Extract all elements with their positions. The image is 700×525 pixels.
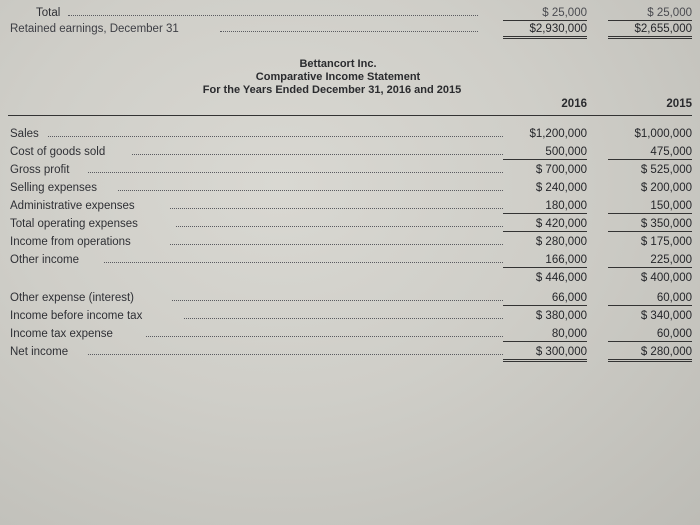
dot-leader xyxy=(68,15,478,16)
value-2015: $ 400,000 xyxy=(640,272,692,284)
statement-title: Comparative Income Statement xyxy=(255,71,421,83)
dot-leader xyxy=(104,262,503,263)
total-2016: $ 25,000 xyxy=(503,6,587,21)
header-rule xyxy=(8,115,692,116)
dot-leader xyxy=(172,300,503,301)
row-label: Income from operations xyxy=(10,236,131,248)
value-2016: $ 240,000 xyxy=(535,182,587,194)
total-2015: $ 25,000 xyxy=(608,6,692,21)
value-2015: $ 525,000 xyxy=(640,164,692,176)
value-2016: 80,000 xyxy=(503,327,587,342)
value-2015: $ 200,000 xyxy=(640,182,692,194)
value-2016: $ 300,000 xyxy=(503,345,587,362)
row-label: Selling expenses xyxy=(10,182,97,194)
value-2016: 166,000 xyxy=(503,253,587,268)
statement-period: For the Years Ended December 31, 2016 and 2015 xyxy=(202,84,462,96)
statement-row xyxy=(0,253,700,273)
statement-row xyxy=(0,199,700,219)
row-label: Net income xyxy=(10,346,69,358)
value-2015: 150,000 xyxy=(608,199,692,214)
row-label: Cost of goods sold xyxy=(10,146,106,158)
value-2016: 500,000 xyxy=(503,145,587,160)
column-2016: 2016 xyxy=(561,98,587,110)
dot-leader xyxy=(176,226,503,227)
value-2016: $ 380,000 xyxy=(535,310,587,322)
row-label: Income tax expense xyxy=(10,328,113,340)
value-2016: 180,000 xyxy=(503,199,587,214)
value-2015: $ 280,000 xyxy=(608,345,692,362)
retained-earnings-label: Retained earnings, December 31 xyxy=(10,23,179,35)
dot-leader xyxy=(146,336,503,337)
row-label: Total operating expenses xyxy=(10,218,138,230)
dot-leader xyxy=(220,31,478,32)
dot-leader xyxy=(170,208,503,209)
value-2016: 66,000 xyxy=(503,291,587,306)
dot-leader xyxy=(88,354,503,355)
row-label: Income before income tax xyxy=(10,310,143,322)
retained-2016: $2,930,000 xyxy=(503,22,587,39)
statement-row xyxy=(0,309,700,329)
statement-row xyxy=(0,291,700,311)
statement-row xyxy=(0,217,700,237)
total-label: Total xyxy=(36,7,61,19)
value-2015: $1,000,000 xyxy=(634,128,692,140)
row-label: Sales xyxy=(10,128,39,140)
value-2015: 60,000 xyxy=(608,291,692,306)
dot-leader xyxy=(88,172,503,173)
value-2016: $ 280,000 xyxy=(535,236,587,248)
statement-row xyxy=(0,235,700,255)
dot-leader xyxy=(48,136,503,137)
value-2015: 60,000 xyxy=(608,327,692,342)
statement-row xyxy=(0,181,700,201)
statement-row-subtotal xyxy=(0,271,700,291)
dot-leader xyxy=(132,154,503,155)
row-label: Other income xyxy=(10,254,80,266)
value-2016: $ 700,000 xyxy=(535,164,587,176)
dot-leader xyxy=(118,190,503,191)
row-label: Administrative expenses xyxy=(10,200,135,212)
statement-row xyxy=(0,127,700,147)
dot-leader xyxy=(184,318,503,319)
statement-row xyxy=(0,163,700,183)
value-2016: $ 446,000 xyxy=(535,272,587,284)
column-2015: 2015 xyxy=(666,98,692,110)
statement-row-net-income xyxy=(0,345,700,365)
value-2015: $ 340,000 xyxy=(640,310,692,322)
value-2015: 475,000 xyxy=(608,145,692,160)
retained-earnings-row xyxy=(0,22,700,42)
value-2015: $ 350,000 xyxy=(608,217,692,232)
statement-row xyxy=(0,145,700,165)
value-2015: 225,000 xyxy=(608,253,692,268)
row-label: Gross profit xyxy=(10,164,70,176)
value-2016: $1,200,000 xyxy=(529,128,587,140)
value-2016: $ 420,000 xyxy=(503,217,587,232)
value-2015: $ 175,000 xyxy=(640,236,692,248)
retained-2015: $2,655,000 xyxy=(608,22,692,39)
company-name: Bettancort Inc. xyxy=(299,58,377,70)
row-label: Other expense (interest) xyxy=(10,292,135,304)
dot-leader xyxy=(170,244,503,245)
statement-row xyxy=(0,327,700,347)
